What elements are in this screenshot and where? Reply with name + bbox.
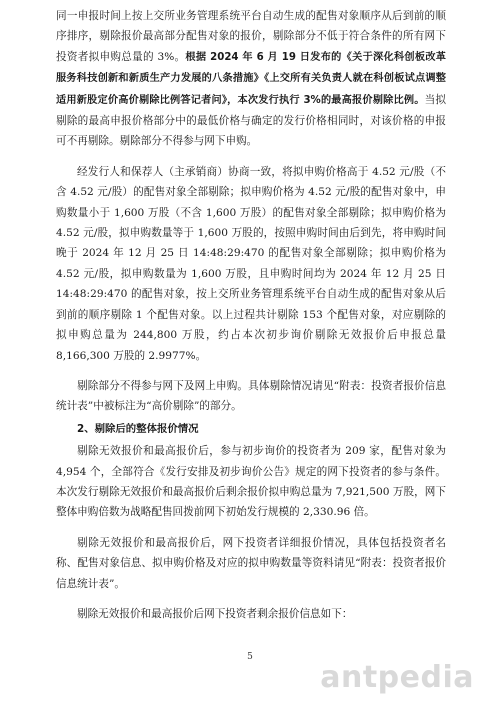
paragraph-remaining-info: 剔除无效报价和最高报价后网下投资者剩余报价信息如下： [77,607,353,620]
text-run: 当拟剔除的最高申报价格部分中的最低价格与确定的发行价格相同时，对该价格的申报可不再剔除。剔除部分不得参与网下申购。 [56,93,446,148]
section-heading: 2、剔除后的整体报价情况 [77,422,199,435]
paragraph-elimination-note: 剔除部分不得参与网下及网上申购。具体剔除情况请见“附表：投资者报价信息统计表”中被标注为“高价剔除”的部分。 [56,379,446,413]
paragraph-price-elimination-rule [56,6,446,152]
paragraph-overall-quotes: 剔除无效报价和最高报价后，参与初步询价的投资者为 209 家，配售对象为 4,954 个，全部符合《发行安排及初步询价公告》规定的网下投资者的参与条件。本次发行剔除无效报价和最高报价后剩余报价拟申购总量为 7,921,500 万股，网下整体申购倍数为战略配售回拨前网下初始发行规模的 2,330.96 倍。 [56,445,446,519]
page-content [56,6,446,624]
watermark-logo: antpedia [320,660,474,695]
paragraph-elimination-process: 经发行人和保荐人（主承销商）协商一致，将拟申购价格高于 4.52 元/股（不含 4.52 元/股）的配售对象全部剔除；拟申购价格为 4.52 元/股的配售对象中，申购数量小于 1,600 万股（不含 1,600 万股）的配售对象全部剔除；拟申购价格为 4.52 元/股，拟申购数量等于 1,600 万股的，按照申购时间由后到先，将申购时间晚于 2024 年 12 月 25 日 14:48:29:470 的配售对象全部剔除；拟申购价格为 4.52 元/股，拟申购数量为 1,600 万股，且申购时间均为 2024 年 12 月 25 日 14:48:29:470 的配售对象，按上交所业务管理系统平台自动生成的配售对象从后到前的顺序剔除 1 个配售对象。以上过程共计剔除 153 个配售对象，对应剔除的拟申购总量为 244,800 万股，约占本次初步询价剔除无效报价后申报总量 8,166,300 万股的 2.9977%。 [56,165,446,362]
text-run: 同一申报时间上按上交所业务管理系统平台自动生成的配售对象顺序从后到前的顺序排序，剔除报价最高部分配售对象的报价，剔除部分不低于符合条件的所有网下投资者拟申购总量的 3%。 [56,10,446,63]
page-number: 5 [247,652,253,662]
paragraph-detail-reference: 剔除无效报价和最高报价后，网下投资者详细报价情况，具体包括投资者名称、配售对象信息、拟申购价格及对应的拟申购数量等资料请见“附表：投资者报价信息统计表”。 [56,536,446,590]
bold-policy-text: 根据 2024 年 6 月 19 日发布的《关于深化科创板改革服务科技创新和新质生产力发展的八条措施》《上交所有关负责人就在科创板试点调整适用新股定价高价剔除比例答记者问》，本次发行执行 3%的最高报价剔除比例。 [56,51,446,106]
